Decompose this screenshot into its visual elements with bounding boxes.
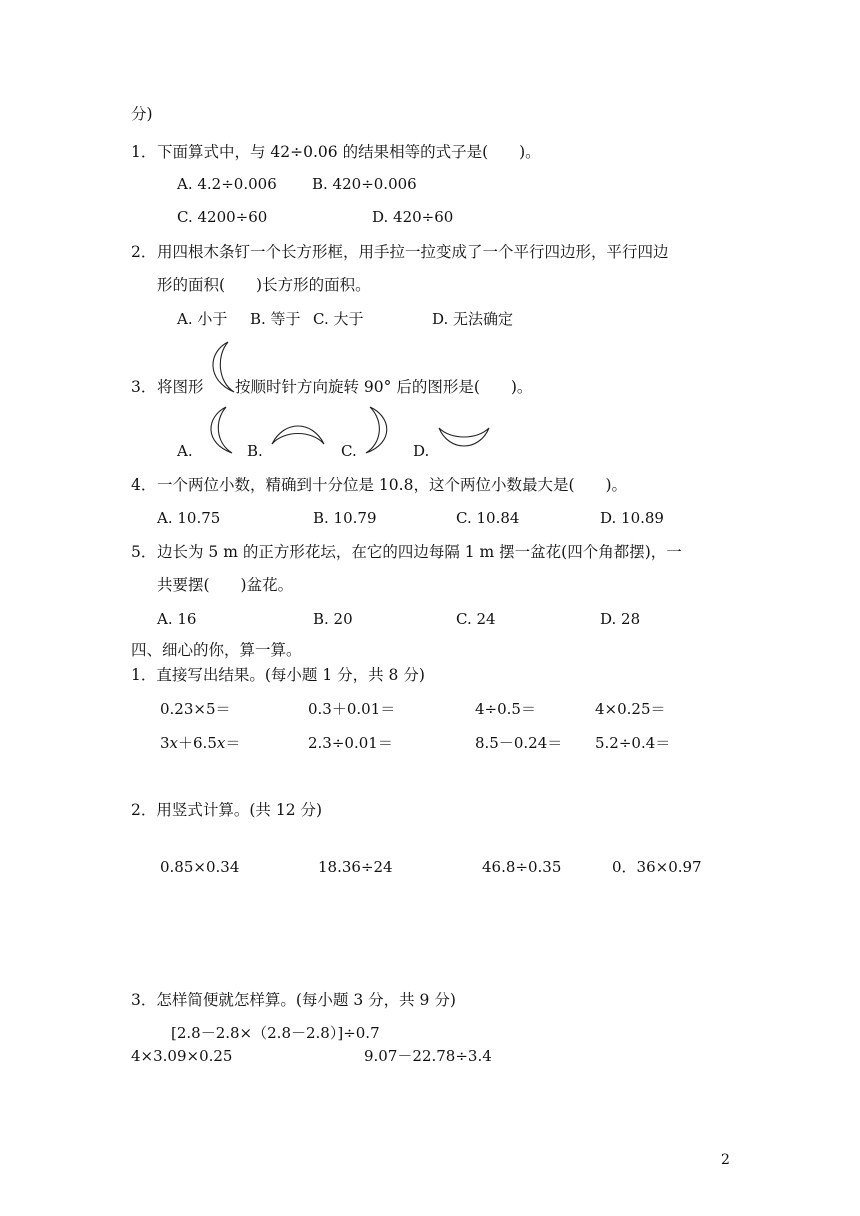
q3-number: 3． — [131, 378, 157, 396]
q3-option-c-crescent — [360, 405, 396, 455]
calc-item: 2.3÷0.01＝ — [308, 734, 393, 752]
simplify-item: 9.07－22.78÷3.4 — [364, 1047, 492, 1065]
calc-item-variable — [160, 733, 240, 753]
q2-option-c: C. 大于 — [313, 310, 364, 328]
q2-number: 2． — [131, 243, 157, 261]
page-number: 2 — [721, 1152, 730, 1168]
q2-option-b: B. 等于 — [250, 310, 301, 328]
q3-option-d-label: D. — [413, 442, 430, 460]
q1-option-d: D. 420÷60 — [372, 208, 454, 226]
q1-option-b: B. 420÷0.006 — [312, 175, 417, 193]
header-fragment: 分) — [131, 105, 153, 123]
q1-number: 1． — [131, 143, 157, 161]
q2-stem-line2: 形的面积( )长方形的面积。 — [157, 276, 371, 294]
section4-title: 四、细心的你，算一算。 — [131, 641, 302, 659]
q3-option-c-label: C. — [341, 442, 357, 460]
variable-x: x — [169, 734, 179, 752]
q2-stem-line1: 用四根木条钉一个长方形框，用手拉一拉变成了一个平行四边形，平行四边 — [157, 243, 669, 261]
q4-number: 4． — [131, 476, 157, 494]
q2-option-a: A. 小于 — [177, 310, 228, 328]
q3-stem-post: 按顺时针方向旋转 90° 后的图形是( )。 — [235, 378, 533, 396]
calc-term: ＝ — [225, 734, 241, 752]
q3-option-a-crescent — [202, 405, 236, 455]
q5-stem-line2: 共要摆( )盆花。 — [157, 576, 294, 594]
calc-item: 0.23×5＝ — [160, 700, 231, 718]
q5-option-c: C. 24 — [456, 610, 496, 628]
q4-option-a: A. 10.75 — [157, 509, 221, 527]
calc-term: ＋6.5 — [178, 734, 217, 752]
q5-option-a: A. 16 — [157, 610, 197, 628]
q3-stem-pre: 将图形 — [157, 378, 204, 396]
calc-item: 5.2÷0.4＝ — [595, 734, 671, 752]
q3-option-b-crescent — [270, 414, 326, 448]
q4-option-b: B. 10.79 — [313, 509, 377, 527]
q4-option-d: D. 10.89 — [600, 509, 664, 527]
q1-option-a: A. 4.2÷0.006 — [177, 175, 277, 193]
part2-title: 2．用竖式计算。(共 12 分) — [131, 801, 323, 819]
q4-stem: 一个两位小数，精确到十分位是 10.8，这个两位小数最大是( )。 — [157, 476, 628, 494]
calc-item: 8.5－0.24＝ — [475, 734, 563, 752]
q5-option-d: D. 28 — [600, 610, 641, 628]
q4-option-c: C. 10.84 — [456, 509, 520, 527]
q3-option-a-label: A. — [177, 442, 193, 460]
q1-stem: 下面算式中，与 42÷0.06 的结果相等的式子是( )。 — [157, 143, 541, 161]
calc-item: 4÷0.5＝ — [475, 700, 536, 718]
q1-option-c: C. 4200÷60 — [177, 208, 268, 226]
calc-term: 3 — [160, 734, 170, 752]
vertical-calc-item: 46.8÷0.35 — [482, 858, 562, 876]
calc-item: 4×0.25＝ — [595, 700, 666, 718]
variable-x: x — [216, 734, 226, 752]
vertical-calc-item: 18.36÷24 — [318, 858, 393, 876]
part1-title: 1．直接写出结果。(每小题 1 分，共 8 分) — [131, 666, 425, 684]
q5-stem-line1: 边长为 5 m 的正方形花坛，在它的四边每隔 1 m 摆一盆花(四个角都摆)，一 — [157, 543, 682, 561]
q5-number: 5． — [131, 543, 157, 561]
q2-option-d: D. 无法确定 — [432, 310, 514, 328]
part3-title: 3．怎样简便就怎样算。(每小题 3 分，共 9 分) — [131, 991, 456, 1009]
simplify-item: 4×3.09×0.25 — [131, 1047, 233, 1065]
q5-option-b: B. 20 — [313, 610, 353, 628]
q3-option-d-crescent — [437, 424, 491, 454]
simplify-item: [2.8－2.8×（2.8－2.8）]÷0.7 — [171, 1024, 380, 1042]
vertical-calc-item: 0．36×0.97 — [612, 858, 702, 876]
calc-item: 0.3＋0.01＝ — [308, 700, 396, 718]
q3-option-b-label: B. — [247, 442, 263, 460]
vertical-calc-item: 0.85×0.34 — [160, 858, 240, 876]
